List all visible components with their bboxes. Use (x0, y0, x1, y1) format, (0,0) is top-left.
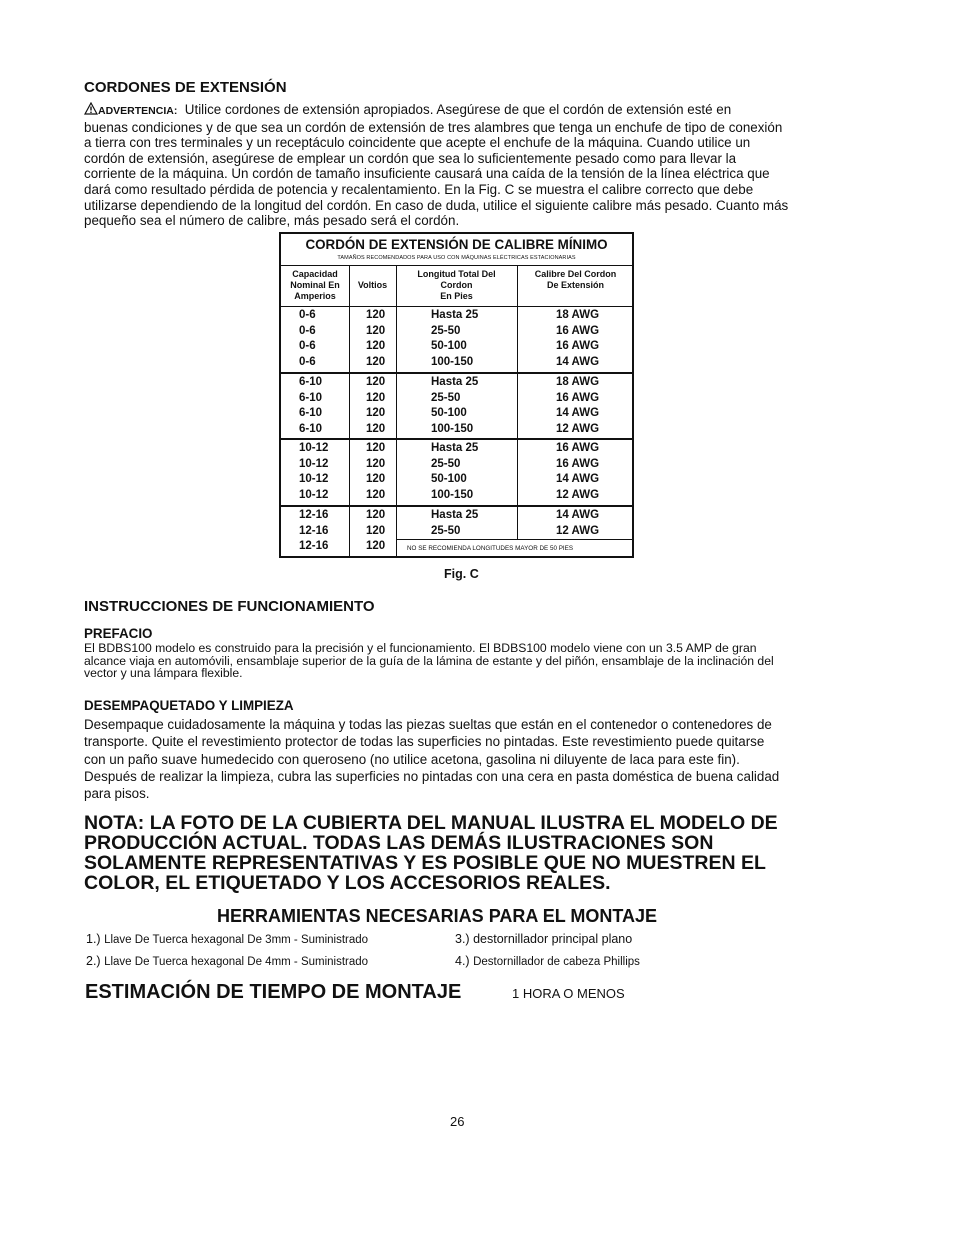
tool-number: 1.) (86, 932, 101, 946)
header-line: Capacidad (292, 269, 338, 279)
table-cell: 14 AWG (556, 407, 600, 420)
table-cell: 18 AWG (556, 376, 600, 388)
header-line: Calibre Del Cordon (534, 269, 617, 279)
warning-text-line: Utilice cordones de extensión apropiados. Asegúrese de que el cordón de extensión esté en (184, 102, 732, 117)
table-cell: 16 AWG (556, 442, 600, 454)
volts-cell-group (366, 375, 385, 438)
header-line: De Extensión (546, 280, 604, 290)
table-cell: 16 AWG (556, 457, 600, 470)
warning-line: cordón de extensión, asegúrese de emplear un cordón que sea lo suficientemente pesado como para llevar la (84, 150, 737, 166)
table-cell: 100-150 (431, 356, 474, 369)
table-cell: 18 AWG (556, 309, 600, 321)
table-cell: 12 AWG (556, 524, 600, 537)
tool-item (455, 954, 640, 968)
tool-text: Llave De Tuerca hexagonal De 3mm - Suministrado (104, 934, 369, 946)
table-cell: 100-150 (431, 489, 474, 502)
preface-heading: PREFACIO (84, 626, 153, 641)
table-cell: 16 AWG (556, 324, 600, 337)
extension-cord-table (279, 232, 634, 558)
unpack-line: Desempaque cuidadosamente la máquina y todas las piezas sueltas que están en el contenedor o contenedores de (84, 717, 772, 732)
cords-heading: CORDONES DE EXTENSIÓN (84, 79, 287, 96)
tool-item (86, 954, 368, 968)
table-cell: 16 AWG (556, 391, 600, 404)
table-cell: 25-50 (431, 524, 461, 537)
tool-text: destornillador principal plano (473, 932, 633, 946)
table-cell: 120 (366, 407, 386, 420)
warning-triangle-icon (84, 102, 98, 115)
header-line: Cordon (440, 280, 473, 290)
table-col-rule (349, 265, 350, 558)
figure-caption: Fig. C (444, 567, 479, 581)
gauge-cell-group (556, 308, 599, 371)
table-cell: 0-6 (299, 309, 316, 321)
table-cell: 120 (366, 309, 386, 321)
table-note: NO SE RECOMIENDA LONGITUDES MAYOR DE 50 PIES (407, 545, 574, 552)
table-subtitle: TAMAÑOS RECOMENDADOS PARA USO CON MÁQUINAS ELÉCTRICAS ESTACIONARIAS (337, 255, 576, 261)
table-cell: 25-50 (431, 324, 461, 337)
table-cell: 6-10 (299, 376, 323, 388)
table-rule (281, 438, 632, 440)
length-cell-group (431, 308, 478, 371)
amps-cell-group (299, 508, 328, 555)
length-cell-group (431, 508, 478, 539)
tool-number: 3.) (455, 932, 470, 946)
page-number: 26 (450, 1114, 465, 1129)
note-line: PRODUCCIÓN ACTUAL. TODAS LAS DEMÁS ILUSTRACIONES SON (84, 832, 714, 854)
table-cell: 120 (366, 356, 386, 369)
table-cell: 120 (366, 340, 386, 353)
gauge-cell-group (556, 441, 599, 504)
table-cell: 12-16 (299, 540, 329, 553)
table-cell: 6-10 (299, 423, 323, 436)
note-line: NOTA: LA FOTO DE LA CUBIERTA DEL MANUAL ILUSTRA EL MODELO DE (84, 812, 778, 834)
table-cell: 120 (366, 391, 386, 404)
table-rule (281, 265, 632, 266)
operating-heading: INSTRUCCIONES DE FUNCIONAMIENTO (84, 598, 375, 615)
warning-line: dará como resultado pérdida de potencia y recalentamiento. En la Fig. C se muestra el calibre correcto que debe (84, 181, 754, 197)
table-cell: 14 AWG (556, 509, 600, 521)
header-line: Voltios (357, 280, 388, 290)
table-cell: 12 AWG (556, 489, 600, 502)
assembly-time-heading: ESTIMACIÓN DE TIEMPO DE MONTAJE (85, 981, 462, 1003)
amps-cell-group (299, 308, 316, 371)
cleaning-line: para pisos. (84, 786, 150, 802)
tools-heading: HERRAMIENTAS NECESARIAS PARA EL MONTAJE (217, 906, 658, 926)
warning-paragraph (84, 102, 844, 229)
tool-number: 2.) (86, 954, 101, 968)
unpack-heading: DESEMPAQUETADO Y LIMPIEZA (84, 698, 294, 713)
warning-label: ADVERTENCIA: (98, 105, 178, 117)
amps-cell-group (299, 441, 328, 504)
table-cell: 100-150 (431, 423, 474, 436)
table-cell: 120 (366, 489, 386, 502)
length-cell-group (431, 375, 478, 438)
preface-line: El BDBS100 modelo es construido para la precisión y el funcionamiento. El BDBS100 modelo viene con un 3.5 AMP de gran (84, 641, 757, 655)
table-cell: Hasta 25 (431, 442, 479, 454)
amps-cell-group (299, 375, 322, 438)
table-cell: 120 (366, 540, 386, 553)
assembly-time-value: 1 HORA O MENOS (512, 986, 625, 1001)
table-cell: 120 (366, 509, 386, 521)
length-cell-group (431, 441, 478, 504)
table-cell: 10-12 (299, 473, 329, 486)
table-cell: 12-16 (299, 509, 329, 521)
preface-paragraph (84, 642, 774, 680)
table-cell: 120 (366, 442, 386, 454)
warning-line: corriente de la máquina. Un cordón de tamaño insuficiente causará una caída de la tensión de la línea eléctrica que (84, 166, 770, 182)
table-cell: 16 AWG (556, 340, 600, 353)
table-cell: 10-12 (299, 489, 329, 502)
warning-line: utilizarse dependiendo de la longitud del cordón. En caso de duda, utilice el siguiente calibre más pesado. Cuanto más (84, 197, 789, 213)
note-line: COLOR, EL ETIQUETADO Y LOS ACCESORIOS REALES. (84, 872, 611, 894)
table-cell: 120 (366, 376, 386, 388)
table-cell: 12-16 (299, 524, 329, 537)
table-cell: 10-12 (299, 457, 329, 470)
table-cell: Hasta 25 (431, 509, 479, 521)
table-rule (281, 505, 632, 507)
table-cell: 50-100 (431, 407, 467, 420)
table-cell: Hasta 25 (431, 309, 479, 321)
table-cell: 120 (366, 473, 386, 486)
table-cell: 6-10 (299, 391, 323, 404)
cleaning-paragraph (84, 768, 779, 803)
table-cell: 0-6 (299, 356, 316, 369)
unpack-paragraph (84, 716, 772, 768)
volts-cell-group (366, 308, 385, 371)
warning-line: buenas condiciones y de que sea un cordón de extensión de tres alambres que tenga un enchufe de tipo de conexión (84, 119, 783, 135)
preface-line: alcance viaja en automóvili, ensamblaje superior de la guía de la lámina de estante y del piñón, ensamblaje de la inclinación del (84, 653, 774, 668)
unpack-line: con un paño suave humedecido con queroseno (no utilice acetona, gasolina ni diluyente de laca para este fin). (84, 751, 740, 767)
header-line: Amperios (294, 291, 336, 301)
volts-cell-group (366, 508, 385, 555)
header-line: Longitud Total Del (417, 269, 496, 279)
table-cell: 12 AWG (556, 423, 600, 436)
table-cell: 10-12 (299, 442, 329, 454)
tool-item (86, 932, 368, 946)
table-cell: 14 AWG (556, 356, 600, 369)
table-cell: 6-10 (299, 407, 323, 420)
cover-photo-note (84, 813, 778, 893)
cleaning-line: Después de realizar la limpieza, cubra las superficies no pintadas con una cera en pasta doméstica de buena calidad (84, 769, 780, 784)
tool-number: 4.) (455, 954, 470, 968)
table-cell: 14 AWG (556, 473, 600, 486)
gauge-cell-group (556, 508, 599, 539)
gauge-cell-group (556, 375, 599, 438)
unpack-line: transporte. Quite el revestimiento protector de todas las superficies no pintadas. Este revestimiento puede quitarse (84, 734, 765, 750)
table-cell: 50-100 (431, 340, 467, 353)
table-cell: 0-6 (299, 324, 316, 337)
table-cell: 25-50 (431, 457, 461, 470)
header-line: Nominal En (290, 280, 340, 290)
tool-text: Destornillador de cabeza Phillips (473, 956, 640, 968)
table-cell: 120 (366, 324, 386, 337)
table-col-rule (517, 265, 518, 539)
header-gauge (517, 269, 634, 291)
tool-text: Llave De Tuerca hexagonal De 4mm - Suministrado (104, 956, 369, 968)
header-line: En Pies (440, 291, 473, 301)
table-cell: Hasta 25 (431, 376, 479, 388)
tool-item (455, 932, 632, 946)
header-volts (349, 280, 396, 291)
table-cell: 120 (366, 457, 386, 470)
note-line: SOLAMENTE REPRESENTATIVAS Y ES POSIBLE QUE NO MUESTREN EL (84, 852, 766, 874)
volts-cell-group (366, 441, 385, 504)
table-cell: 120 (366, 524, 386, 537)
header-length (396, 269, 517, 302)
table-col-rule (396, 265, 397, 558)
warning-line: pequeño sea el número de calibre, más pesado será el cordón. (84, 213, 460, 229)
preface-line: vector y una lámpara flexible. (84, 666, 243, 681)
warning-line: a tierra con tres terminales y un receptáculo coincidente que acepte el enchufe de la máquina. Cuando utilice un (84, 135, 751, 151)
table-cell: 120 (366, 423, 386, 436)
table-cell: 50-100 (431, 473, 467, 486)
table-cell: 0-6 (299, 340, 316, 353)
table-rule (281, 306, 632, 307)
table-cell: 25-50 (431, 391, 461, 404)
table-rule (281, 372, 632, 374)
table-title: CORDÓN DE EXTENSIÓN DE CALIBRE MÍNIMO (305, 237, 608, 252)
header-amps (281, 269, 349, 302)
